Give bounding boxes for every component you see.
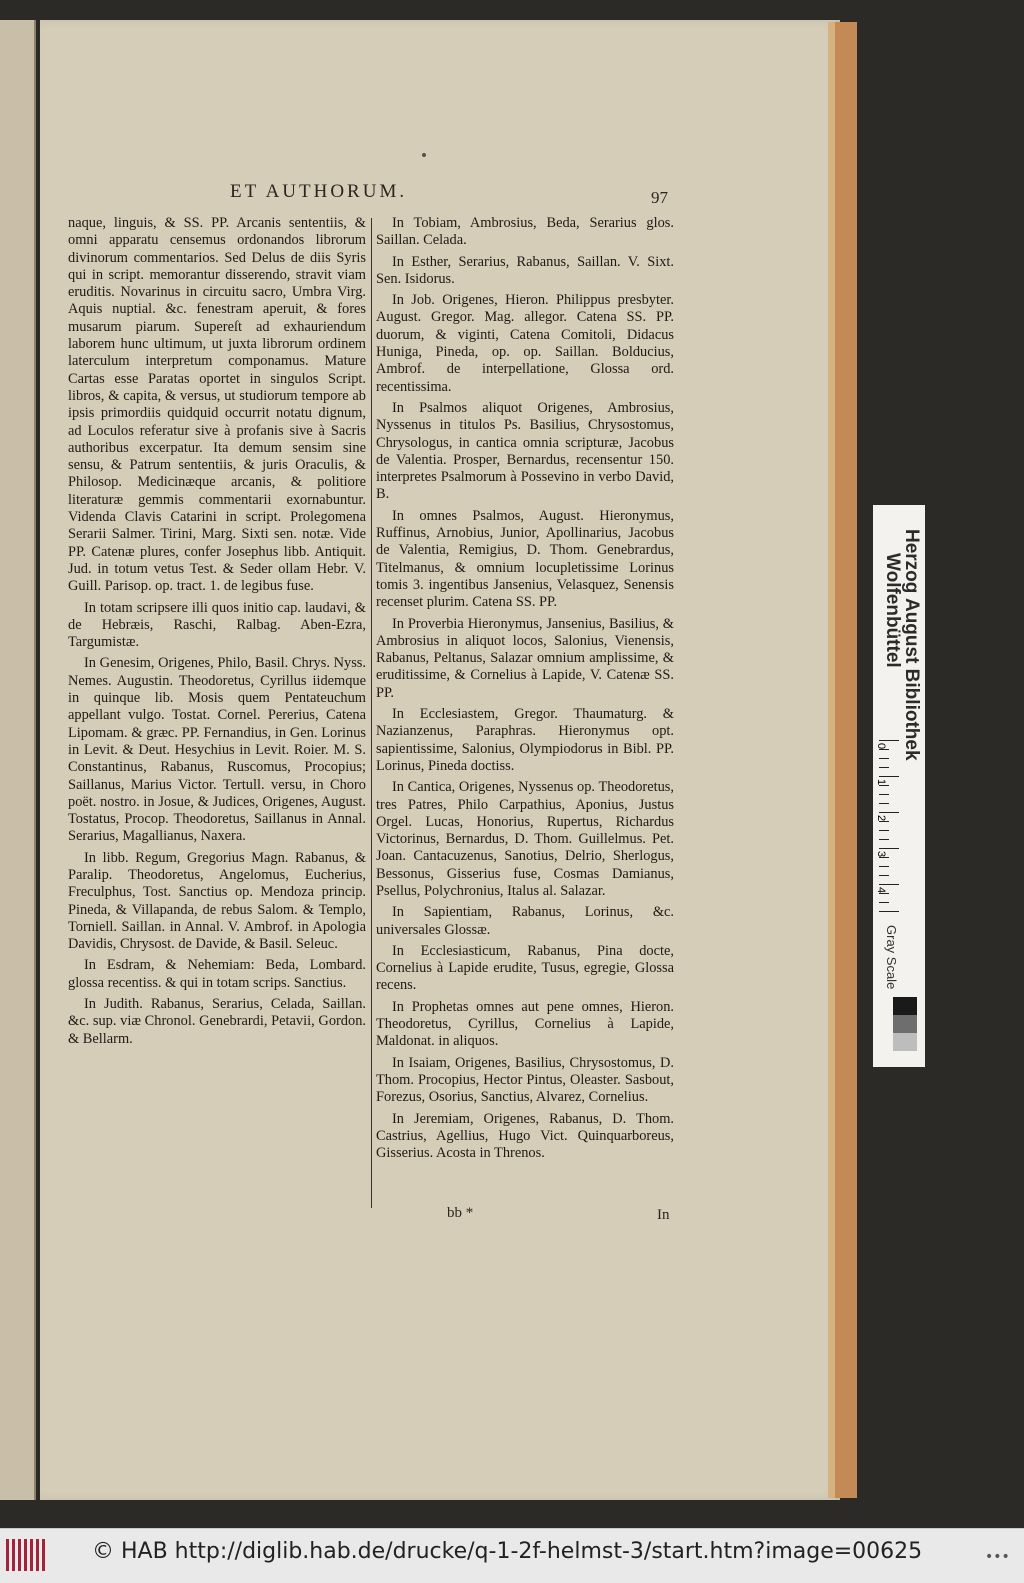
scale-tick [879,839,889,840]
scale-number: 0 [875,742,888,750]
paragraph: In Job. Origenes, Hieron. Philippus presbyter. August. Gregor. Mag. allegor. Catena SS. PP. duorum, & viginti, Catena Comitoli, Didacus Huniga, Pineda, op. op. Saillan. Bolducius, Ambrof. de interpellatione, Glossa ord. recentissima. [376,292,674,395]
color-calibration-ruler [873,505,925,1067]
scale-tick [879,794,889,795]
paragraph: In Ecclesiastem, Gregor. Thaumaturg. & Nazianzenus, Paraphras. Hieronymus opt. sapientissime, Salonius, Olympiodorus in Bibl. PP. Lorinus, Pineda doctiss. [376,706,674,774]
scale-tick [879,749,889,750]
scale-tick [879,812,899,813]
right-text-column [376,215,674,1166]
scale-tick [879,893,889,894]
gray-scale-label: Gray Scale [884,925,899,990]
scale-tick [879,830,889,831]
scale-tick [879,866,889,867]
ruler-scale [875,740,901,920]
scale-tick [879,767,889,768]
paragraph: In Esther, Serarius, Rabanus, Saillan. V. Sixt. Sen. Isidorus. [376,253,674,287]
page-number: 97 [651,188,668,207]
paragraph: In libb. Regum, Gregorius Magn. Rabanus, & Paralip. Theodoretus, Angelomus, Eucherius, Freculphus, Tost. Sanctius op. Mendoza princip. Pineda, & Villapanda, de rebus Salom. & Templo, Torniell. Saillan. in Annal. V. Ambrof. in Apologia Davidis, Chrysost. de Davide, & Basil. Seleuc. [68,849,366,953]
more-options-icon[interactable]: ••• [985,1549,1010,1565]
scale-tick [879,857,889,858]
scale-tick [879,848,899,849]
paragraph: In Sapientiam, Rabanus, Lorinus, &c. universales Glossæ. [376,904,674,938]
scale-tick [879,776,899,777]
paragraph: In Isaiam, Origenes, Basilius, Chrysostomus, D. Thom. Procopius, Hector Pintus, Oleaster. Sasbout, Forezus, Osorius, Sanctius, Alvarez, Cornelius. [376,1054,674,1106]
scale-tick [879,911,899,912]
scale-number: 2 [875,814,888,822]
gray-swatch-mid [893,1015,917,1033]
paragraph: In Genesim, Origenes, Philo, Basil. Chrys. Nyss. Nemes. Augustin. Theodoretus, Cyrillus iidemque in quinque lib. Mosis quem Pentateuchum appellant vulgo. Tostat. Cornel. Pererius, Catena Lipomam. & græc. PP. Fernandius, in Gen. Lorinus in Levit. & Deut. Hesychius in Levit. Roier. M. S. Constantinus, Rabanus, Ruscomus, Procopius; Saillanus, Marius Victor. Tertull. versu, in Choro poët. nostro. in Josue, & Judices, Origenes, August. Tostatus, Procop. Theodoretus, Saillanus in Annal. Serarius, Magallianus, Naxera. [68,655,366,845]
paragraph: In Jeremiam, Origenes, Rabanus, D. Thom. Castrius, Agellius, Hugo Vict. Quinquarboreus, Gisserius. Acosta in Threnos. [376,1110,674,1162]
footer-permalink[interactable]: © HAB http://diglib.hab.de/drucke/q-1-2f-helmst-3/start.htm?image=00625 [92,1539,923,1564]
paragraph: In Cantica, Origenes, Nyssenus op. Theodoretus, tres Patres, Philo Carpathius, Aponius, Justus Orgel. Lucas, Honorius, Rupertus, Richardus Victorinus, Bernardus, D. Thom. Guillelmus. Pet. Joan. Cantacuzenus, Sanotius, Delrio, Sherlogus, Bessonus, Gisserius fuse, Cosmas Damianus, Psellus, Polychronius, Italus al. Salazar. [376,779,674,899]
scale-tick [879,740,899,741]
paragraph: In Esdram, & Nehemiam: Beda, Lombard. glossa recentiss. & qui in totam scrips. Sanctius. [68,957,366,991]
scale-tick [879,902,889,903]
signature-mark: bb * [447,1205,474,1221]
scale-tick [879,785,889,786]
paragraph: In Psalmos aliquot Origenes, Ambrosius, Nyssenus in titulos Ps. Basilius, Chrysostomus, Chrysologus, in cantica omnia scripturæ, Jacobus de Valentia. Prosper, Bernardus, recensentur 150. interpretes Psalmorum à Possevino in verbo David, B. [376,399,674,503]
paragraph: In Tobiam, Ambrosius, Beda, Serarius glos. Saillan. Celada. [376,215,674,249]
adjacent-page-edge [0,20,36,1500]
scale-number: 4 [875,886,888,894]
running-head: ET AUTHORUM. [230,181,408,202]
paragraph: In Prophetas omnes aut pene omnes, Hieron. Theodoretus, Cyrillus, Cornelius à Lapide, Maldonat. in aliquos. [376,998,674,1050]
scale-tick [879,884,899,885]
hab-logo-icon[interactable] [6,1539,46,1571]
page-fore-edge [835,22,857,1498]
scale-number: 1 [875,778,888,786]
paragraph: naque, linguis, & SS. PP. Arcanis sententiis, & omni apparatu censemus ordonandos librorum divinorum commentarios. Sed Delus de diis Syris qui in script. memorantur disserendo, stravit viam eruditis. Novarinus in circuitu sacro, Umbra Virg. Aquis nuptial. &c. fenestram aperuit, & fores musarum piarum. Supereſt ad exhauriendum laborem hunc ultimum, ut juxta librorum ordinem laterculum interpretum componamus. Mature Cartas esse Paratas oportet in singulos Script. libros, & capita, & versus, ut studiorum tempore ab ipsis primordiis quidquid occurrit notatu dignum, ad Loculos referatur sive à profanis sive à Sacris authoribus excerpatur. Ita demum sensim sine sensu, & Patrum sententiis, & juris Oraculis, & Philosop. Medicinæque arcanis, & politiore literaturæ gemmis commentarii exornabuntur. Videnda Clavis Catarini in script. Prolegomena Serarii Salmer. Tirini, Marg. Sixti sen. notæ. Vide PP. Catenæ plures, confer Josephus libb. Antiquit. Jud. in totum vetus Test. & Seder ollam Hebr. V. Guill. Parisop. op. tract. 1. de legibus fuse. [68,215,366,595]
scale-tick [879,875,889,876]
paragraph: In Proverbia Hieronymus, Jansenius, Basilius, & Ambrosius in aliquot locos, Salonius, Vienensis, Rabanus, Peltanus, Salazar omnium amplissime, & eruditissime, & Cornelius à Lapide, V. Catenæ SS. PP. [376,615,674,701]
ruler-library-city: Wolfenbüttel [882,553,903,668]
paragraph: In Judith. Rabanus, Serarius, Celada, Saillan. &c. sup. viæ Chronol. Genebrardi, Petavii, Gordon. & Bellarm. [68,996,366,1047]
paragraph: In totam scripsere illi quos initio cap. laudavi, & de Hebræis, Raschi, Ralbag. Aben-Ezra, Targumistæ. [68,599,366,651]
left-text-column [68,215,366,1052]
scale-number: 3 [875,850,888,858]
gray-swatch-black [893,997,917,1015]
column-rule [371,218,372,1208]
ruler-library-name: Herzog August Bibliothek [901,529,922,761]
ornament-dot [422,153,426,157]
gray-swatch-light [893,1033,917,1051]
scale-tick [879,758,889,759]
catchword: In [657,1207,670,1223]
paragraph: In Ecclesiasticum, Rabanus, Pina docte, Cornelius à Lapide erudite, Tusus, egregie, Glossa recens. [376,942,674,994]
viewer-footer [0,1528,1024,1583]
scale-tick [879,821,889,822]
paragraph: In omnes Psalmos, August. Hieronymus, Ruffinus, Arnobius, Junior, Apollinarius, Jacobus de Valentia, Remigius, D. Thom. Genebrardus, Titelmanus, & omnium locupletissime Lorinus tomis 3. ingentibus Jansenius, Velasquez, Senensis recenset plurim. Catena SS. PP. [376,507,674,611]
scale-tick [879,803,889,804]
